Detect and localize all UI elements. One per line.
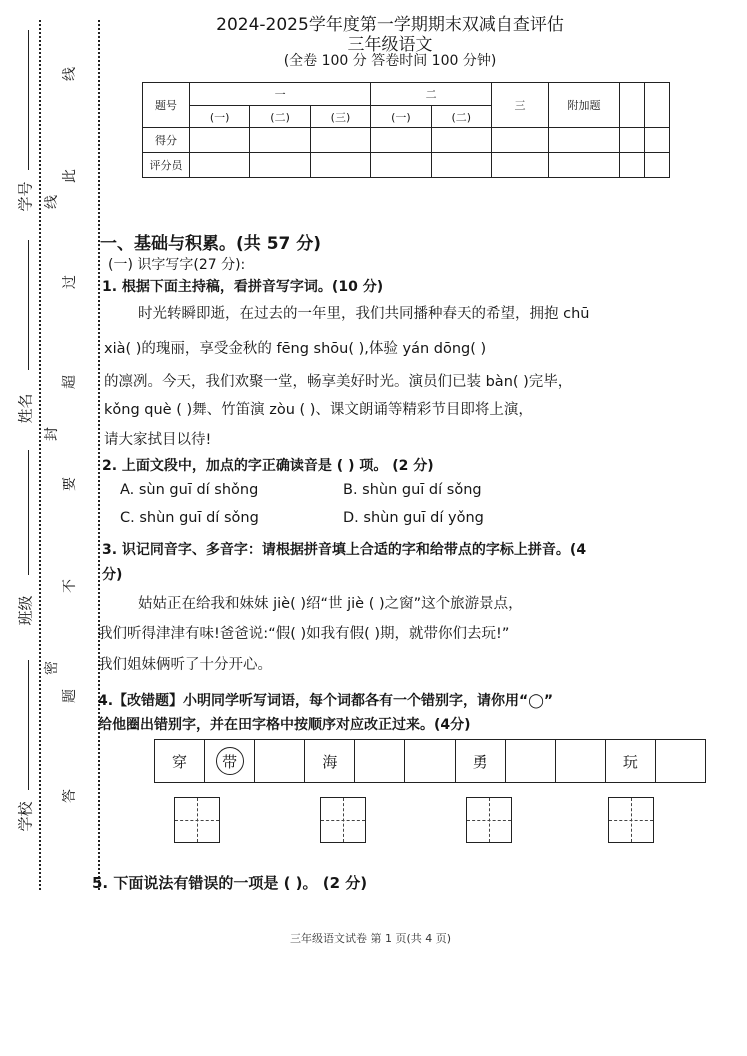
- section-heading: 一、基础与积累。(共 57 分): [100, 234, 322, 254]
- question-1-line: 时光转瞬即逝，在过去的一年里，我们共同播种春天的希望，拥抱 chū: [138, 306, 590, 322]
- grader-cell[interactable]: [492, 153, 549, 178]
- question-3-prompt: 3. 识记同音字、多音字：请根据拼音填上合适的字和给带点的字标上拼音。(4: [102, 542, 587, 558]
- exam-subject: 三年级语文: [347, 35, 433, 55]
- word-cell[interactable]: [506, 740, 556, 782]
- question-3-line: 我们听得津津有味!爸爸说:“假( )如我有假( )期，就带你们去玩!”: [98, 626, 510, 642]
- word-cell[interactable]: [205, 740, 255, 782]
- class-label: 班级: [16, 595, 35, 626]
- question-1-line: 的凛冽。今天，我们欢聚一堂，畅享美好时光。演员们已装 bàn( )完毕，: [104, 374, 573, 390]
- sub-header: (二): [431, 105, 491, 128]
- word-cell[interactable]: [405, 740, 455, 782]
- blank-header: [645, 83, 670, 128]
- sub-header: (二): [250, 105, 310, 128]
- school-label: 学校: [16, 801, 35, 832]
- question-1-line: 请大家拭目以待!: [104, 432, 212, 448]
- score-table: [142, 82, 670, 178]
- page-footer: 三年级语文试卷 第 1 页(共 4 页): [290, 932, 452, 945]
- grader-cell[interactable]: [310, 153, 370, 178]
- score-cell[interactable]: [190, 128, 250, 153]
- section-one-header: 一: [190, 83, 371, 106]
- school-underline: [28, 660, 29, 790]
- score-cell[interactable]: [645, 128, 670, 153]
- class-underline: [28, 450, 29, 575]
- name-label: 姓名: [16, 393, 35, 424]
- word-cell[interactable]: 穿: [155, 740, 205, 782]
- seal-char: 题: [62, 689, 78, 703]
- score-cell[interactable]: [431, 128, 491, 153]
- row-label-score: 得分: [143, 128, 190, 153]
- grader-cell[interactable]: [371, 153, 431, 178]
- word-cell[interactable]: [255, 740, 305, 782]
- subsection-heading: (一) 识字写字(27 分):: [108, 257, 246, 273]
- question-5-prompt: 5. 下面说法有错误的一项是 ( )。 (2 分): [92, 874, 368, 892]
- seal-char: 过: [62, 275, 78, 289]
- option-d[interactable]: D. shùn guī dí yǒng: [343, 510, 484, 526]
- question-2-prompt: 2. 上面文段中，加点的字正确读音是 ( ) 项。 (2 分): [102, 458, 434, 474]
- seal-char: 封: [44, 427, 60, 441]
- option-a[interactable]: A. sùn guī dí shǒng: [120, 482, 259, 498]
- seal-char: 答: [62, 789, 78, 803]
- student-id-underline: [28, 30, 29, 170]
- section-three-header: 三: [492, 83, 549, 128]
- row-label-grader: 评分员: [143, 153, 190, 178]
- question-1-prompt: 1. 根据下面主持稿，看拼音写字词。(10 分): [102, 279, 384, 295]
- grader-cell[interactable]: [250, 153, 310, 178]
- word-cell[interactable]: 玩: [606, 740, 656, 782]
- tianzige-box[interactable]: [174, 797, 220, 843]
- question-3-line: 姑姑正在给我和妹妹 jiè( )绍“世 jiè ( )之窗”这个旅游景点，: [138, 596, 523, 612]
- question-4-prompt: 4.【改错题】小明同学听写词语，每个词都各有一个错别字，请你用“◯”: [98, 693, 554, 709]
- extra-header: 附加题: [549, 83, 620, 128]
- seal-char: 不: [62, 579, 78, 593]
- section-two-header: 二: [371, 83, 492, 106]
- option-c[interactable]: C. shùn guī dí sǒng: [120, 510, 259, 526]
- sub-header: (三): [310, 105, 370, 128]
- grader-cell[interactable]: [549, 153, 620, 178]
- tianzige-box[interactable]: [608, 797, 654, 843]
- question-1-line: xià( )的瑰丽，享受金秋的 fēng shōu( ),体验 yán dōng( ): [104, 341, 487, 357]
- score-cell[interactable]: [310, 128, 370, 153]
- question-4-prompt-cont: 给他圈出错别字，并在田字格中按顺序对应改正过来。(4分): [98, 717, 471, 733]
- word-cell[interactable]: [355, 740, 405, 782]
- seal-char: 线: [62, 67, 78, 81]
- word-cell[interactable]: [556, 740, 606, 782]
- exam-title: 2024-2025学年度第一学期期末双减自查评估: [216, 15, 564, 35]
- option-b[interactable]: B. shùn guī dí sǒng: [343, 482, 482, 498]
- word-grid: [154, 739, 706, 783]
- student-id-label: 学号: [16, 181, 35, 212]
- question-1-line: kǒng què ( )舞、竹笛演 zòu ( )、课文朗诵等精彩节目即将上演，: [104, 402, 533, 418]
- word-cell[interactable]: 勇: [456, 740, 506, 782]
- binding-line-inner: [98, 20, 100, 890]
- seal-char: 要: [62, 477, 78, 491]
- sub-header: (一): [371, 105, 431, 128]
- word-cell[interactable]: [656, 740, 705, 782]
- sub-header: (一): [190, 105, 250, 128]
- grader-cell[interactable]: [190, 153, 250, 178]
- question-3-prompt-cont: 分): [102, 567, 123, 583]
- score-cell[interactable]: [492, 128, 549, 153]
- tianzige-box[interactable]: [320, 797, 366, 843]
- seal-char: 线: [44, 195, 60, 209]
- word-cell[interactable]: 海: [305, 740, 355, 782]
- score-cell[interactable]: [250, 128, 310, 153]
- seal-char: 此: [62, 169, 78, 183]
- seal-char: 超: [62, 375, 78, 389]
- name-underline: [28, 240, 29, 370]
- grader-cell[interactable]: [645, 153, 670, 178]
- blank-header: [620, 83, 645, 128]
- score-cell[interactable]: [371, 128, 431, 153]
- score-cell[interactable]: [620, 128, 645, 153]
- question-3-line: 我们姐妹俩听了十分开心。: [98, 657, 272, 673]
- exam-info: (全卷 100 分 答卷时间 100 分钟): [283, 53, 497, 69]
- grader-cell[interactable]: [431, 153, 491, 178]
- score-cell[interactable]: [549, 128, 620, 153]
- row-label-number: 题号: [143, 83, 190, 128]
- circled-char[interactable]: 带: [216, 747, 244, 775]
- tianzige-box[interactable]: [466, 797, 512, 843]
- seal-char: 密: [44, 661, 60, 675]
- grader-cell[interactable]: [620, 153, 645, 178]
- binding-line-outer: [39, 20, 41, 890]
